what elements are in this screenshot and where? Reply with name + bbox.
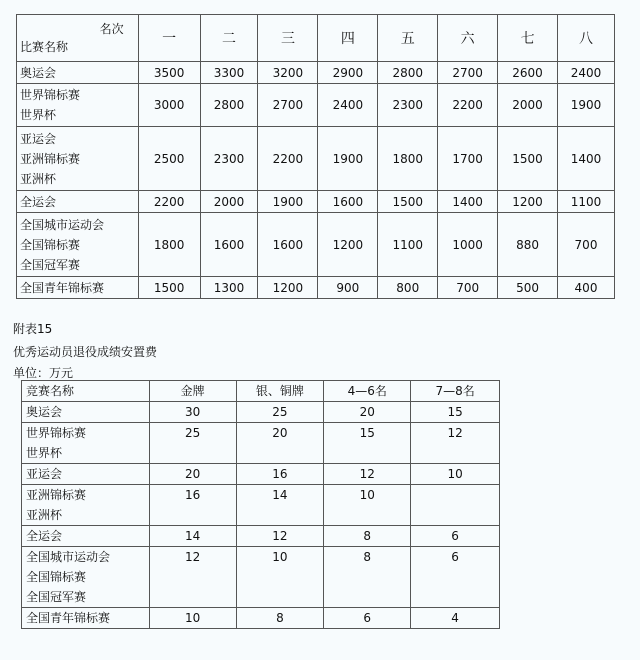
table-row: [22, 423, 500, 464]
value-cell: 14: [149, 526, 236, 547]
value-cell: 2700: [438, 62, 498, 84]
value-cell: 2700: [258, 84, 318, 127]
value-cell: 2500: [138, 127, 200, 191]
value-cell: 30: [149, 402, 236, 423]
value-cell: 1500: [138, 277, 200, 299]
rank-header: 六: [438, 15, 498, 62]
value-cell: 2300: [200, 127, 258, 191]
value-cell: 2200: [438, 84, 498, 127]
event-name-cell: [22, 526, 150, 547]
ranking-table: [16, 14, 615, 299]
value-cell: 1900: [258, 191, 318, 213]
value-cell: 20: [236, 423, 324, 464]
corner-rank-label: 名次: [99, 22, 124, 36]
section-title: 优秀运动员退役成绩安置费: [13, 345, 158, 359]
table-row: [22, 526, 500, 547]
event-name-cell: [22, 608, 150, 629]
event-name: 亚运会: [20, 131, 57, 146]
event-name: 全国青年锦标赛: [26, 611, 111, 625]
value-cell: 1600: [318, 191, 378, 213]
value-cell: 25: [149, 423, 236, 464]
event-name: 亚洲杯: [20, 171, 57, 186]
ranking-table-body: [17, 62, 615, 299]
table-row: [17, 62, 615, 84]
value-cell: 8: [324, 526, 411, 547]
value-cell: 15: [411, 402, 500, 423]
value-cell: 500: [498, 277, 558, 299]
value-cell: 1300: [200, 277, 258, 299]
rank-header: 四: [318, 15, 378, 62]
value-cell: 15: [324, 423, 411, 464]
table-header-row: [17, 15, 615, 62]
value-cell: 1200: [498, 191, 558, 213]
value-cell: 880: [498, 213, 558, 277]
event-name-cell: [17, 127, 139, 191]
value-cell: 1100: [378, 213, 438, 277]
event-name: 亚洲锦标赛: [20, 151, 81, 166]
value-cell: 12: [411, 423, 500, 464]
value-cell: 1600: [200, 213, 258, 277]
table-row: [22, 464, 500, 485]
value-cell: 1800: [378, 127, 438, 191]
value-cell: 1500: [378, 191, 438, 213]
event-name: 亚洲杯: [26, 508, 63, 522]
value-cell: 10: [149, 608, 236, 629]
value-cell: 2400: [558, 62, 615, 84]
event-name: 世界锦标赛: [26, 426, 87, 440]
value-cell: 10: [411, 464, 500, 485]
value-cell: 16: [236, 464, 324, 485]
value-cell: 2400: [318, 84, 378, 127]
value-cell: 400: [558, 277, 615, 299]
value-cell: 25: [236, 402, 324, 423]
value-cell: 12: [236, 526, 324, 547]
rank-header: 五: [378, 15, 438, 62]
event-name: 世界锦标赛: [20, 88, 81, 102]
rank-header: 八: [558, 15, 615, 62]
value-cell: 20: [324, 402, 411, 423]
value-cell: 16: [149, 485, 236, 526]
event-name: 全国锦标赛: [20, 237, 81, 252]
value-cell: 1900: [318, 127, 378, 191]
event-name: 全国青年锦标赛: [20, 280, 105, 295]
value-cell: 3200: [258, 62, 318, 84]
value-cell: 1900: [558, 84, 615, 127]
event-name: 全运会: [20, 194, 57, 209]
value-cell: 700: [438, 277, 498, 299]
rank-header: 三: [258, 15, 318, 62]
event-name: 全国冠军赛: [20, 257, 81, 272]
value-cell: 3300: [200, 62, 258, 84]
event-name: 奥运会: [20, 65, 57, 80]
event-name-cell: [17, 277, 139, 299]
value-cell: [411, 485, 500, 526]
event-name-cell: [17, 84, 139, 127]
value-cell: 2200: [258, 127, 318, 191]
table-row: [22, 485, 500, 526]
value-cell: 700: [558, 213, 615, 277]
event-name-cell: [22, 547, 150, 608]
event-name-cell: [22, 485, 150, 526]
value-cell: 1100: [558, 191, 615, 213]
appendix-label: 附表15: [13, 322, 53, 336]
event-name: 世界杯: [26, 446, 63, 460]
table-row: [17, 213, 615, 277]
value-cell: 8: [324, 547, 411, 608]
event-name-cell: [22, 402, 150, 423]
event-name: 全国城市运动会: [26, 550, 111, 564]
value-cell: 12: [149, 547, 236, 608]
value-cell: 1400: [558, 127, 615, 191]
rank-header: 七: [498, 15, 558, 62]
column-header: 7—8名: [411, 381, 500, 402]
event-name: 世界杯: [20, 108, 57, 122]
value-cell: 10: [324, 485, 411, 526]
event-name: 全国城市运动会: [20, 217, 105, 232]
table-row: [17, 191, 615, 213]
settlement-table: [21, 380, 500, 629]
event-name-cell: [17, 62, 139, 84]
table-row: [22, 608, 500, 629]
value-cell: 2800: [378, 62, 438, 84]
table-row: [22, 402, 500, 423]
value-cell: 2300: [378, 84, 438, 127]
value-cell: 1600: [258, 213, 318, 277]
value-cell: 2600: [498, 62, 558, 84]
value-cell: 4: [411, 608, 500, 629]
corner-event-label: 比赛名称: [20, 40, 69, 54]
value-cell: 1800: [138, 213, 200, 277]
value-cell: 2000: [200, 191, 258, 213]
table-row: [22, 547, 500, 608]
column-header: 竞赛名称: [22, 381, 150, 402]
event-name-cell: [17, 191, 139, 213]
corner-header-cell: [17, 15, 139, 62]
column-header: 4—6名: [324, 381, 411, 402]
value-cell: 6: [411, 547, 500, 608]
table-header-row: [22, 381, 500, 402]
column-header: 银、铜牌: [236, 381, 324, 402]
table-row: [17, 127, 615, 191]
column-header: 金牌: [149, 381, 236, 402]
value-cell: 20: [149, 464, 236, 485]
value-cell: 12: [324, 464, 411, 485]
event-name: 全运会: [26, 529, 63, 543]
event-name-cell: [17, 213, 139, 277]
table-row: [17, 84, 615, 127]
event-name: 亚洲锦标赛: [26, 488, 87, 502]
value-cell: 1200: [258, 277, 318, 299]
event-name: 亚运会: [26, 467, 63, 481]
value-cell: 3000: [138, 84, 200, 127]
rank-header: 二: [200, 15, 258, 62]
value-cell: 6: [411, 526, 500, 547]
event-name: 全国锦标赛: [26, 570, 87, 584]
value-cell: 2200: [138, 191, 200, 213]
event-name: 全国冠军赛: [26, 590, 87, 604]
event-name-cell: [22, 464, 150, 485]
value-cell: 800: [378, 277, 438, 299]
value-cell: 900: [318, 277, 378, 299]
value-cell: 6: [324, 608, 411, 629]
event-name-cell: [22, 423, 150, 464]
event-name: 奥运会: [26, 405, 63, 419]
value-cell: 2900: [318, 62, 378, 84]
value-cell: 8: [236, 608, 324, 629]
value-cell: 1400: [438, 191, 498, 213]
value-cell: 1000: [438, 213, 498, 277]
value-cell: 2000: [498, 84, 558, 127]
unit-label: 单位：万元: [13, 366, 74, 380]
value-cell: 2800: [200, 84, 258, 127]
value-cell: 10: [236, 547, 324, 608]
value-cell: 1500: [498, 127, 558, 191]
value-cell: 3500: [138, 62, 200, 84]
rank-header: 一: [138, 15, 200, 62]
value-cell: 1200: [318, 213, 378, 277]
settlement-table-body: [22, 402, 500, 629]
value-cell: 1700: [438, 127, 498, 191]
value-cell: 14: [236, 485, 324, 526]
table-row: [17, 277, 615, 299]
